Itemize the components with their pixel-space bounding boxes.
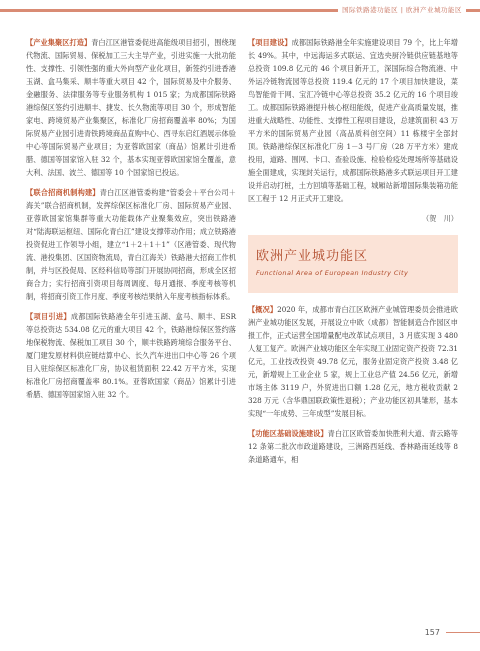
paragraph-tag: 【联合招商机制构建】 (26, 188, 100, 197)
paragraph-infrastructure (248, 427, 458, 466)
paragraph-joint-investment (26, 186, 236, 303)
section-subtitle: Functional Area of European Industry City (256, 269, 409, 277)
header-label: 国际铁路港功能区 | 欧洲产业城功能区 (338, 4, 466, 16)
paragraph-text: 青白江区欧管委加快胜利大道、青云路等 12 条第二批次市政道路建设，三洲路西延线、香林路南延线等 8 条道路通车，相 (248, 429, 458, 464)
paragraph-text: 2020 年，成都市青白江区欧洲产业城管理委员会推进欧洲产业城功能区发展，开展设立中欧（成都）智能制造合作园区申报工作，正式运营全国增量配电改革试点项目，3 月底实现 3 480 人复工复产。欧洲产业城功能区全年实现工业固定资产投资 72.31 亿元，工业技改投资 49.78 亿元，服务业固定资产投资 3.48 亿元，新增规上工业企业 5 家，规上工业总产值 24.56 亿元，新增市场主体 3119 户，外贸进出口额 1.28 亿元，地方税收贡献 2 328 万元（含华鼎国联政策性退税）；产业功能区初具雏形，基本实现“一年成势、三年成型”发展目标。 (248, 305, 458, 418)
paragraph-tag: 【产业集聚区打造】 (26, 38, 92, 47)
paragraph-tag: 【项目建设】 (248, 38, 292, 47)
paragraph-text: 青白江区港管委促进高能级项目招引，围绕现代物流、国际贸易、保税加工三大主导产业，引进实施一大批功能性、支撑性、引领性强的重大外向型产业化项目，新签约引进香港玉湖、盒马集采、顺丰等重大项目 42 个，国际贸易及中介服务、金融服务、法律服务等专业服务机构 1 015 家；为成都国际铁路港综保区签约引进顺丰、捷发、长久物流等项目 30 个，形成智能家电、跨境贸易产业集聚区，标准化厂房招商覆盖率 80%；为国际贸易产业园引进青铁跨境商品直购中心、西寻东启红酒展示体验中心等国际贸易产业项目；为亚蓉欧国家（商品）馆累计引进希腊、德国等国家馆入驻 32 个，基本实现亚蓉欧国家馆全覆盖，意大利、法国、波兰、德国等 10 个国家馆已投运。 (26, 38, 236, 177)
paragraph-project-construction (248, 36, 458, 205)
paragraph-text: 成都国际铁路港全年实施建设项目 79 个，比上年增长 49%。其中，中远海运多式联运、宜选央厨冷链供应链基地等总投资 109.8 亿元的 46 个项目新开工，深国际综合物流港、中外运冷链物流园等总投资 119.4 亿元的 17 个项目加快建设，菜鸟智能骨干网、宝汇冷链中心等总投资 35.2 亿元的 16 个项目竣工。成都国际铁路港提升核心枢纽能级，促进产业高质量发展，推进重大战略性、功能性、支撑性工程项目建设，总建筑面积 43 万平方米的国际贸易产业园（高品质科创空间）11 栋楼宇全部封顶。铁路港综保区标准化厂房 1－3 号厂房（28 万平方米）建成投用，道路、围网、卡口、查验设施、检验检疫处理场所等基础设施全面建成，实现封关运行，成都国际铁路港多式联运项目开工建设并启动打桩，土方回填等基础工程，城厢站新增国际集装箱功能区工程于 12 月正式开工建设。 (248, 38, 458, 203)
paragraph-tag: 【功能区基础设施建设】 (248, 429, 328, 438)
paragraph-overview (248, 303, 458, 420)
paragraph-text: 成都国际铁路港全年引进玉湖、盒马、顺丰、ESR 等总投资达 534.08 亿元的重大项目 42 个，铁路港综保区签约落地保税物流、保税加工项目 30 个，顺丰铁路跨境综合服务平台、厦门建发原材料供应链结算中心、长久汽车进出口中心等 26 个项目入驻综保区标准化厂房，协议租赁面积 22.42 万平方米，实现标准化厂房招商覆盖率 80.1%。亚蓉欧国家（商品）馆累计引进希腊、德国等国家馆入驻 32 个。 (26, 312, 236, 399)
right-column (248, 36, 458, 473)
page-number: 157 (424, 628, 440, 637)
paragraph-text: 青白江区港管委构建“管委会＋平台公司＋海关”联合招商机制，发挥综保区标准化厂房、国际贸易产业园、亚蓉欧国家馆集群等重大功能载体产业聚集效应，突出铁路港对“陆海联运枢纽、国际化青白江”建设支撑带动作用；成立铁路港投资促进工作领导小组，建立“1＋2＋1＋1”（区港管委、现代物流、港投集团、区国资物流局，青白江海关）铁路港大招商工作机制，并与区投促局、区经科信局等部门开展协同招商，形成全区招商合力；实行招商引资项目每周调度、每月通报、季度考核等机制，将招商引资工作月度、季度考核结果纳入年度考核指标体系。 (26, 188, 236, 301)
paragraph-tag: 【概况】 (248, 305, 278, 314)
left-column (26, 36, 236, 408)
author-signature: （贺 川） (422, 214, 458, 223)
section-heading-box (248, 235, 458, 293)
page-number-rule (446, 632, 480, 633)
section-title: 欧洲产业城功能区 (256, 249, 369, 264)
paragraph-tag: 【项目引进】 (26, 312, 71, 321)
running-header (0, 0, 480, 22)
paragraph-project-introduction (26, 310, 236, 401)
paragraph-industry-cluster (26, 36, 236, 179)
